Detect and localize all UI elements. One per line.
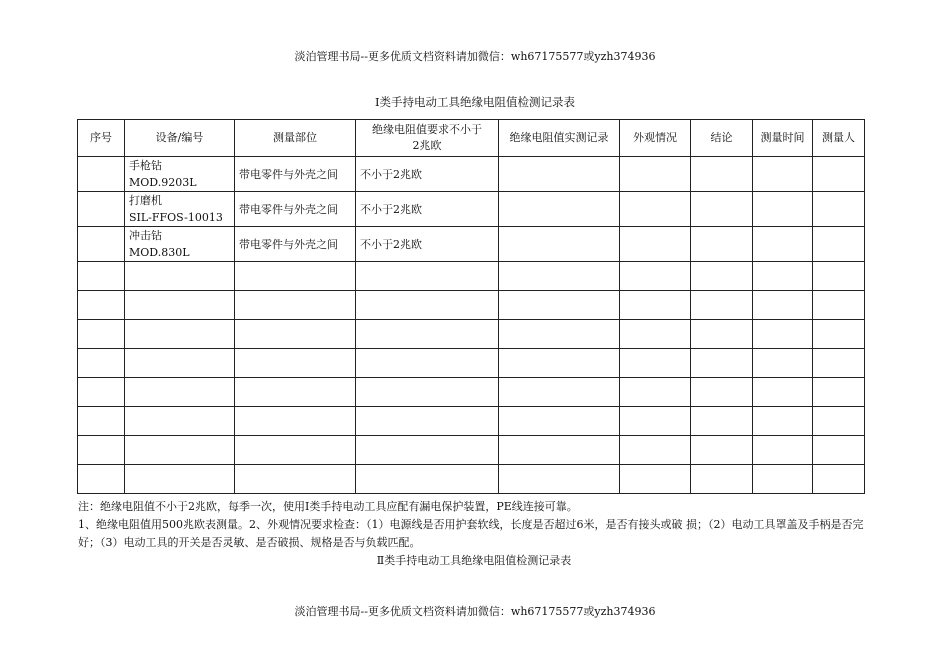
table-cell-empty [356, 378, 499, 407]
table-row [78, 192, 865, 227]
table-cell-empty [813, 436, 865, 465]
cell-conclusion [691, 157, 753, 192]
cell-person [813, 227, 865, 262]
col-header-requirement [356, 120, 499, 157]
table-cell-empty [620, 378, 691, 407]
col-header-time: 测量时间 [753, 120, 813, 157]
col-header-requirement-line2: 2兆欧 [412, 139, 442, 152]
cell-appearance [620, 157, 691, 192]
cell-device [125, 227, 235, 262]
col-header-index: 序号 [78, 120, 125, 157]
col-header-person: 测量人 [813, 120, 865, 157]
table-cell-empty [356, 291, 499, 320]
cell-device [125, 157, 235, 192]
record-table [77, 119, 865, 494]
table-row [78, 227, 865, 262]
notes-section [78, 498, 870, 570]
cell-appearance [620, 192, 691, 227]
table-cell-empty [813, 378, 865, 407]
table-cell-empty [620, 465, 691, 494]
table-cell-empty [691, 320, 753, 349]
cell-requirement: 不小于2兆欧 [356, 192, 499, 227]
cell-conclusion [691, 227, 753, 262]
table-row-empty [78, 349, 865, 378]
table-row-empty [78, 465, 865, 494]
next-table-title: Ⅱ类手持电动工具绝缘电阻值检测记录表 [376, 554, 572, 567]
cell-requirement: 不小于2兆欧 [356, 227, 499, 262]
table-cell-empty [691, 291, 753, 320]
cell-actual [499, 157, 620, 192]
table-cell-empty [125, 349, 235, 378]
table-cell-empty [499, 320, 620, 349]
table-cell-empty [235, 407, 356, 436]
table-cell-empty [125, 436, 235, 465]
table-cell-empty [78, 378, 125, 407]
page-footer: 淡泊管理书局--更多优质文档资料请加微信：wh67175577或yzh374936 [294, 605, 656, 618]
table-cell-empty [235, 378, 356, 407]
cell-index [78, 157, 125, 192]
col-header-appearance: 外观情况 [620, 120, 691, 157]
cell-person [813, 157, 865, 192]
table-cell-empty [356, 465, 499, 494]
table-cell-empty [78, 349, 125, 378]
table-cell-empty [125, 262, 235, 291]
table-cell-empty [125, 378, 235, 407]
device-name: 打磨机 [129, 194, 162, 207]
table-cell-empty [125, 291, 235, 320]
table-cell-empty [691, 407, 753, 436]
table-cell-empty [235, 465, 356, 494]
table-cell-empty [620, 262, 691, 291]
table-cell-empty [78, 320, 125, 349]
table-cell-empty [125, 465, 235, 494]
table-cell-empty [691, 436, 753, 465]
table-cell-empty [125, 320, 235, 349]
cell-conclusion [691, 192, 753, 227]
table-cell-empty [78, 262, 125, 291]
table-cell-empty [813, 320, 865, 349]
table-cell-empty [620, 349, 691, 378]
table-cell-empty [753, 349, 813, 378]
table-cell-empty [78, 465, 125, 494]
table-cell-empty [499, 262, 620, 291]
cell-index [78, 227, 125, 262]
table-header-row [78, 120, 865, 157]
table-cell-empty [235, 349, 356, 378]
table-cell-empty [813, 465, 865, 494]
cell-part: 带电零件与外壳之间 [235, 192, 356, 227]
cell-index [78, 192, 125, 227]
table-cell-empty [620, 291, 691, 320]
cell-part: 带电零件与外壳之间 [235, 157, 356, 192]
table-cell-empty [235, 262, 356, 291]
table-row-empty [78, 320, 865, 349]
table-cell-empty [125, 407, 235, 436]
cell-requirement: 不小于2兆欧 [356, 157, 499, 192]
cell-actual [499, 227, 620, 262]
document-title: Ⅰ类手持电动工具绝缘电阻值检测记录表 [374, 95, 576, 109]
table-cell-empty [753, 320, 813, 349]
table-cell-empty [78, 291, 125, 320]
table-cell-empty [78, 436, 125, 465]
col-header-actual: 绝缘电阻值实测记录 [499, 120, 620, 157]
table-row-empty [78, 262, 865, 291]
table-cell-empty [691, 262, 753, 291]
table-cell-empty [499, 407, 620, 436]
table-cell-empty [753, 378, 813, 407]
table-row-empty [78, 407, 865, 436]
table-cell-empty [235, 436, 356, 465]
cell-part: 带电零件与外壳之间 [235, 227, 356, 262]
cell-time [753, 192, 813, 227]
device-code: MOD.9203L [129, 176, 197, 189]
table-cell-empty [691, 378, 753, 407]
page-header: 淡泊管理书局--更多优质文档资料请加微信：wh67175577或yzh374936 [294, 50, 656, 63]
table-cell-empty [813, 349, 865, 378]
table-cell-empty [78, 407, 125, 436]
table-cell-empty [620, 407, 691, 436]
table-row [78, 157, 865, 192]
table-cell-empty [356, 320, 499, 349]
table-cell-empty [753, 407, 813, 436]
table-cell-empty [813, 407, 865, 436]
table-cell-empty [356, 407, 499, 436]
col-header-device: 设备/编号 [125, 120, 235, 157]
instructions-text: 1、绝缘电阻值用500兆欧表测量。2、外观情况要求检查：（1）电源线是否用护套软线，长度是否超过6米，是否有接头或破 损；（2）电动工具罩盖及手柄是否完好；（3）电动工具的开关是否灵敏、是否破损、规格是否与负载匹配。 [78, 518, 864, 549]
table-cell-empty [356, 349, 499, 378]
table-cell-empty [753, 262, 813, 291]
note-line: 注：绝缘电阻值不小于2兆欧，每季一次，使用Ⅰ类手持电动工具应配有漏电保护装置，PE线连接可靠。 [78, 500, 578, 513]
col-header-conclusion: 结论 [691, 120, 753, 157]
table-cell-empty [753, 465, 813, 494]
table-cell-empty [753, 291, 813, 320]
table-row-empty [78, 436, 865, 465]
table-cell-empty [499, 291, 620, 320]
table-cell-empty [620, 320, 691, 349]
table-row-empty [78, 291, 865, 320]
table-row-empty [78, 378, 865, 407]
table-cell-empty [691, 465, 753, 494]
table-cell-empty [691, 349, 753, 378]
device-code: MOD.830L [129, 246, 190, 259]
table-cell-empty [813, 291, 865, 320]
col-header-requirement-line1: 绝缘电阻值要求不小于 [372, 123, 482, 136]
cell-person [813, 192, 865, 227]
table-cell-empty [620, 436, 691, 465]
device-name: 手枪钻 [129, 159, 162, 172]
col-header-part: 测量部位 [235, 120, 356, 157]
table-cell-empty [753, 436, 813, 465]
cell-device [125, 192, 235, 227]
table-cell-empty [499, 349, 620, 378]
cell-time [753, 157, 813, 192]
device-name: 冲击钻 [129, 229, 162, 242]
table-cell-empty [499, 378, 620, 407]
cell-appearance [620, 227, 691, 262]
device-code: SIL-FFOS-10013 [129, 211, 223, 224]
table-cell-empty [499, 436, 620, 465]
table-cell-empty [356, 436, 499, 465]
table-cell-empty [235, 291, 356, 320]
table-cell-empty [813, 262, 865, 291]
table-cell-empty [356, 262, 499, 291]
cell-actual [499, 192, 620, 227]
table-cell-empty [235, 320, 356, 349]
cell-time [753, 227, 813, 262]
table-cell-empty [499, 465, 620, 494]
